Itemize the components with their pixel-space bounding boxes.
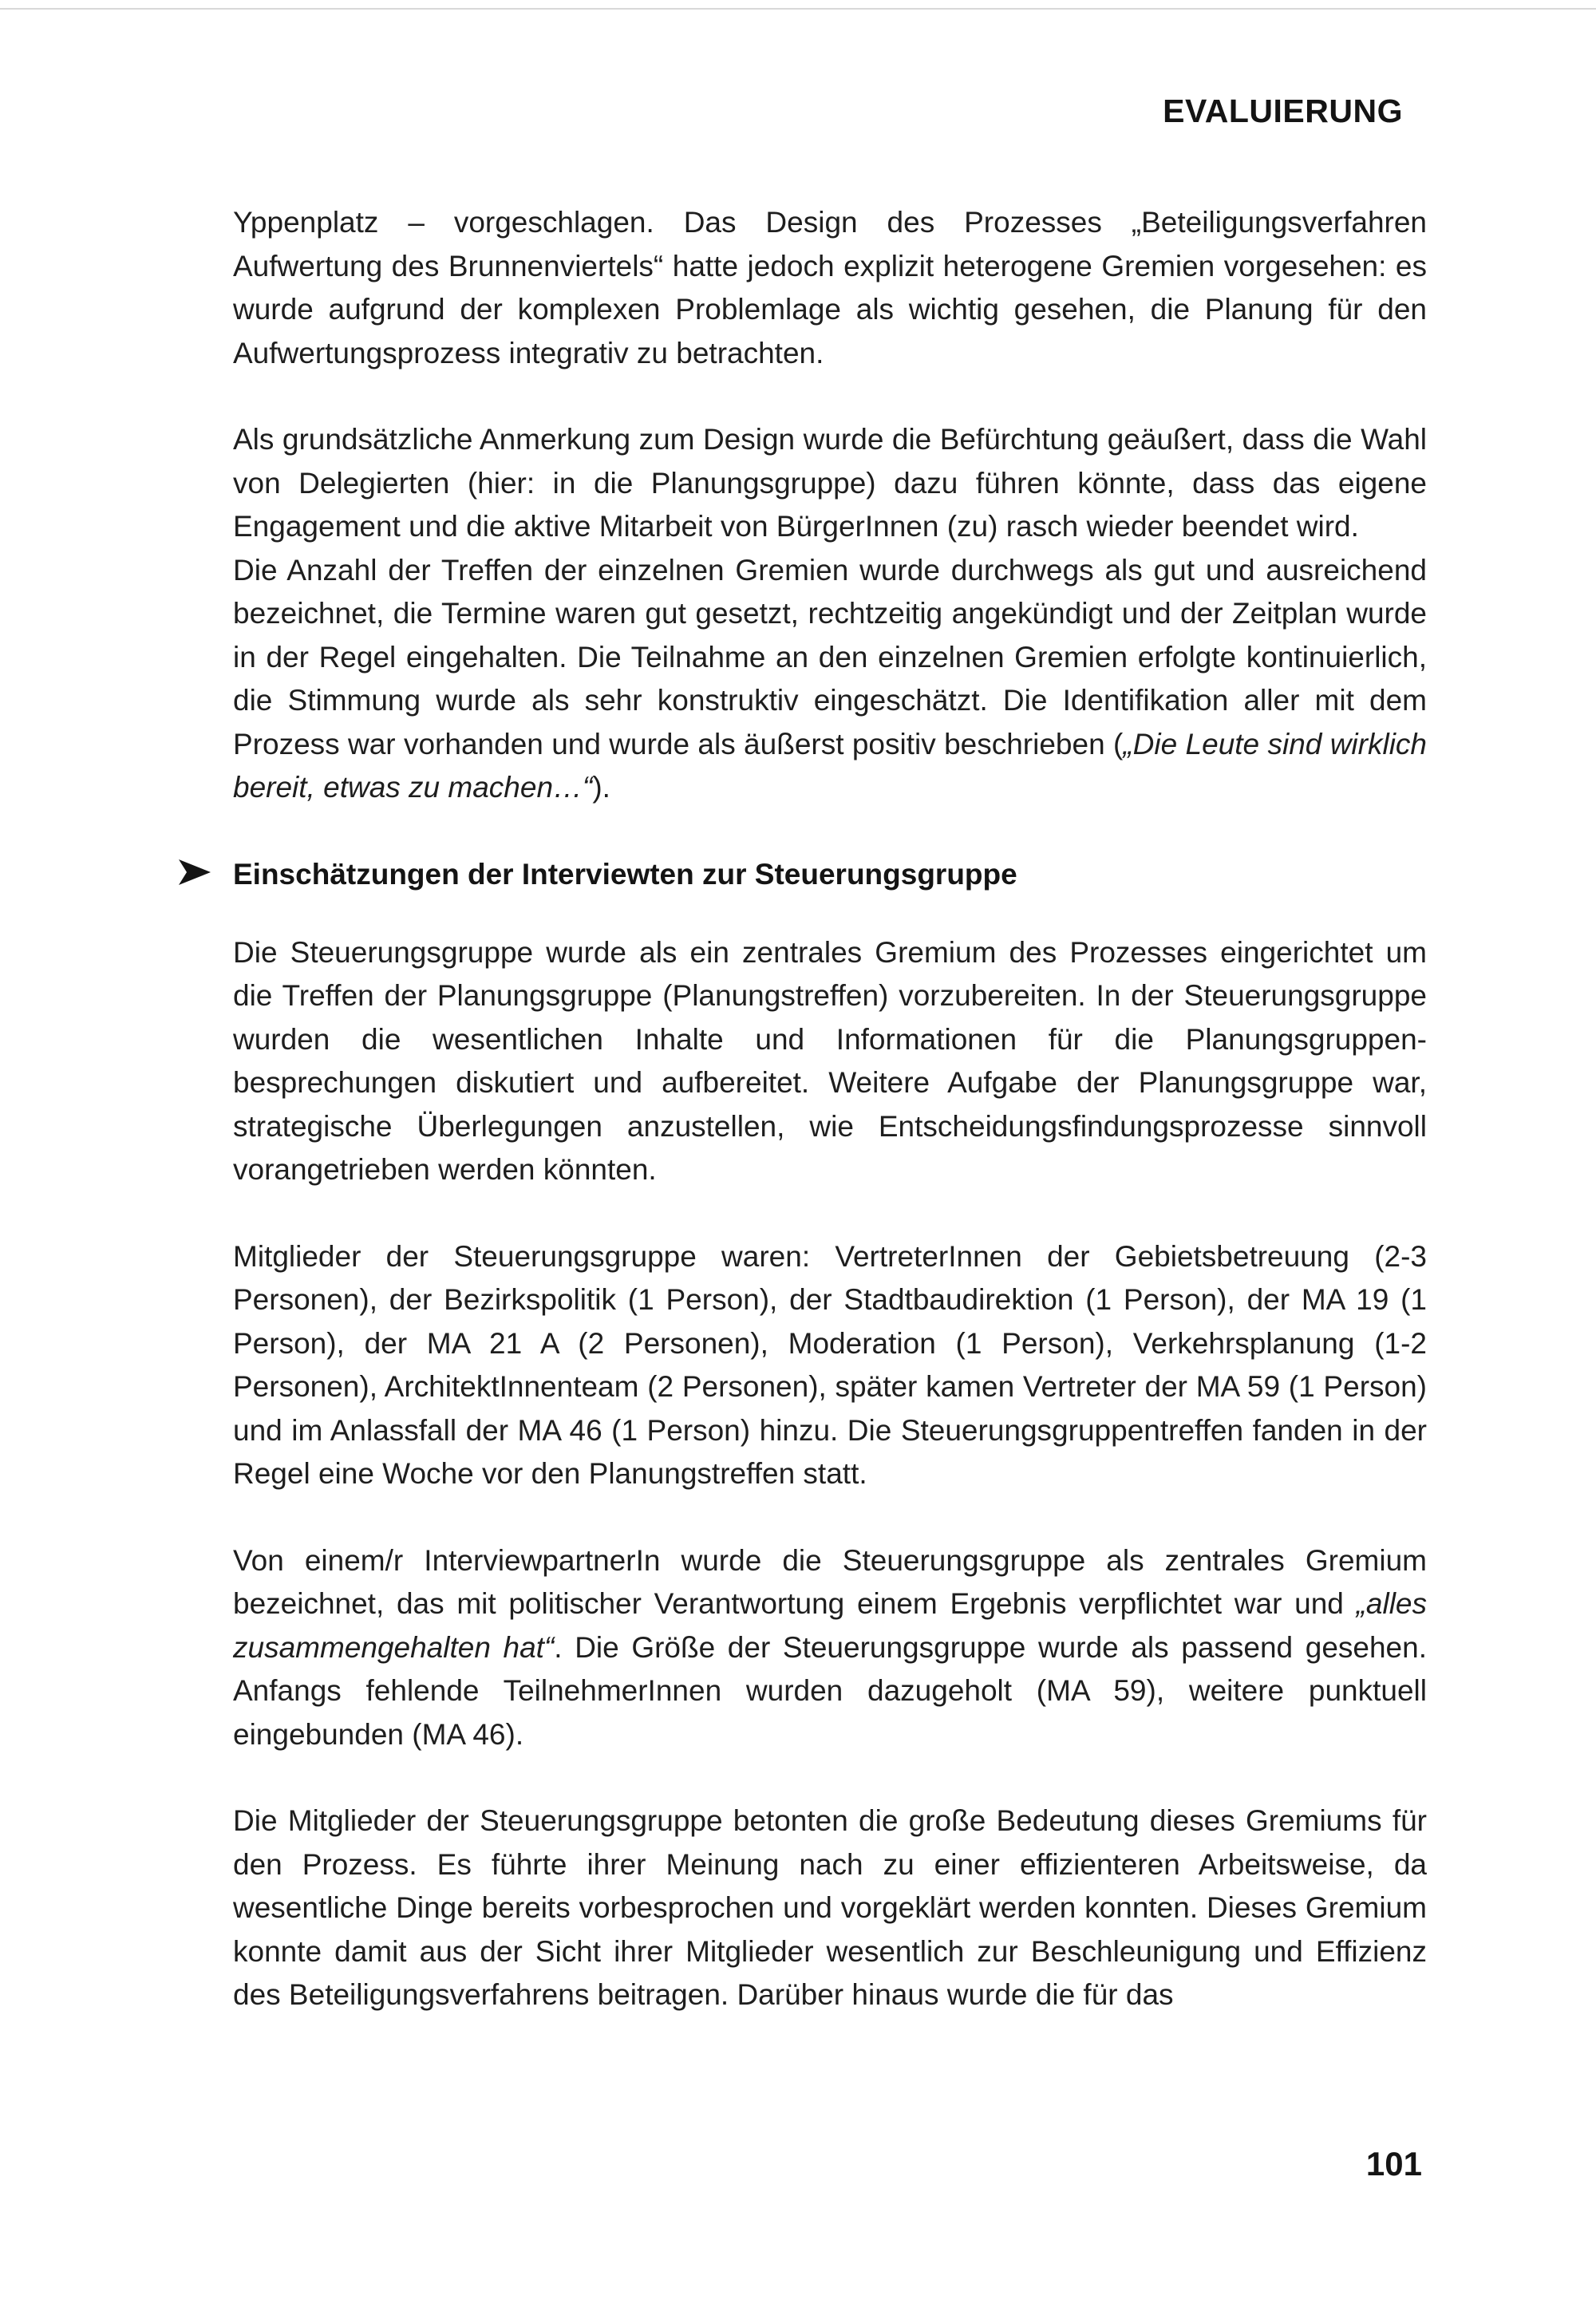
arrowhead-bullet-icon <box>177 858 212 887</box>
paragraph-6-text: Von einem/r InterviewpartnerIn wurde die Steuerungsgruppe als zentrales Gremium bezeichnet, das mit politischer Verantwortung einem Ergebnis verpflichtet war und <box>233 1543 1427 1620</box>
paragraph-6 <box>233 1539 1427 1757</box>
paragraph-4: Die Steuerungsgruppe wurde als ein zentrales Gremium des Prozesses eingerichtet um die Treffen der Planungsgruppe (Planungstreffen) vorzubereiten. In der Steuerungsgruppe wurden die wesentlichen Inhalte und Informationen für die Planungsgruppenbesprechungen diskutiert und aufbereitet. Weitere Aufgabe der Planungsgruppe war, strategische Überlegungen anzustellen, wie Entscheidungsfindungsprozesse sinnvoll vorangetrieben werden könnten. <box>233 935 1427 1186</box>
page-number: 101 <box>1365 2145 1422 2183</box>
paragraph-3 <box>233 549 1427 810</box>
running-head: EVALUIERUNG <box>1163 93 1403 129</box>
section-heading-row <box>233 851 1427 898</box>
page-body <box>233 201 1427 2017</box>
paragraph-6-end: . Die Größe der Steuerungsgruppe wurde als passend gesehen. Anfangs fehlende TeilnehmerInnen wurden dazugeholt (MA 59), weitere punktuell eingebunden (MA 46). <box>233 1630 1427 1751</box>
paragraph-2: Als grundsätzliche Anmerkung zum Design wurde die Befürchtung geäußert, dass die Wahl von Delegierten (hier: in die Planungsgruppe) dazu führen könnte, dass das eigene Engagement und die aktive Mitarbeit von BürgerInnen (zu) rasch wieder beendet wird. <box>233 423 1427 543</box>
paragraph-5: Mitglieder der Steuerungsgruppe waren: VertreterInnen der Gebietsbetreuung (2-3 Personen), der Bezirkspolitik (1 Person), der Stadtbaudirektion (1 Person), der MA 19 (1 Person), der MA 21 A (2 Personen), Moderation (1 Person), Verkehrsplanung (1-2 Personen), ArchitektInnenteam (2 Personen), später kamen Vertreter der MA 59 (1 Person) und im Anlassfall der MA 46 (1 Person) hinzu. Die Steuerungsgruppentreffen fanden in der Regel eine Woche vor den Planungstreffen statt. <box>233 1239 1427 1490</box>
paragraph-3-end: ). <box>592 771 610 804</box>
section-heading: Einschätzungen der Interviewten zur Steuerungsgruppe <box>233 857 1017 891</box>
paragraph-3-quote: „Die Leute sind wirklich bereit, etwas zu machen…“ <box>233 727 1427 804</box>
paragraph-6-quote: „alles zusammengehalten hat“ <box>233 1587 1427 1664</box>
paragraph-7: Die Mitglieder der Steuerungsgruppe betonten die große Bedeutung dieses Gremiums für den Prozess. Es führte ihrer Meinung nach zu einer effizienteren Arbeitsweise, da wesentliche Dinge bereits vorbesprochen und vorgeklärt werden konnten. Dieses Gremium konnte damit aus der Sicht ihrer Mitglieder wesentlich zur Beschleunigung und Effizienz des Beteiligungsverfahrens beitragen. Darüber hinaus wurde die für das <box>233 1804 1427 2011</box>
paragraph-3-text: Die Anzahl der Treffen der einzelnen Gremien wurde durchwegs als gut und ausreichend bezeichnet, die Termine waren gut gesetzt, rechtzeitig angekündigt und der Zeitplan wurde in der Regel eingehalten. Die Teilnahme an den einzelnen Gremien erfolgte kontinuierlich, die Stimmung wurde als sehr konstruktiv eingeschätzt. Die Identifikation aller mit dem Prozess war vorhanden und wurde als äußerst positiv beschrieben ( <box>233 553 1427 760</box>
top-rule <box>0 8 1596 10</box>
paragraph-1: Yppenplatz – vorgeschlagen. Das Design des Prozesses „Beteiligungsverfahren Aufwertung des Brunnenviertels“ hatte jedoch explizit heterogene Gremien vorgesehen: es wurde aufgrund der komplexen Problemlage als wichtig gesehen, die Planung für den Aufwertungsprozess integrativ zu betrachten. <box>233 206 1427 369</box>
